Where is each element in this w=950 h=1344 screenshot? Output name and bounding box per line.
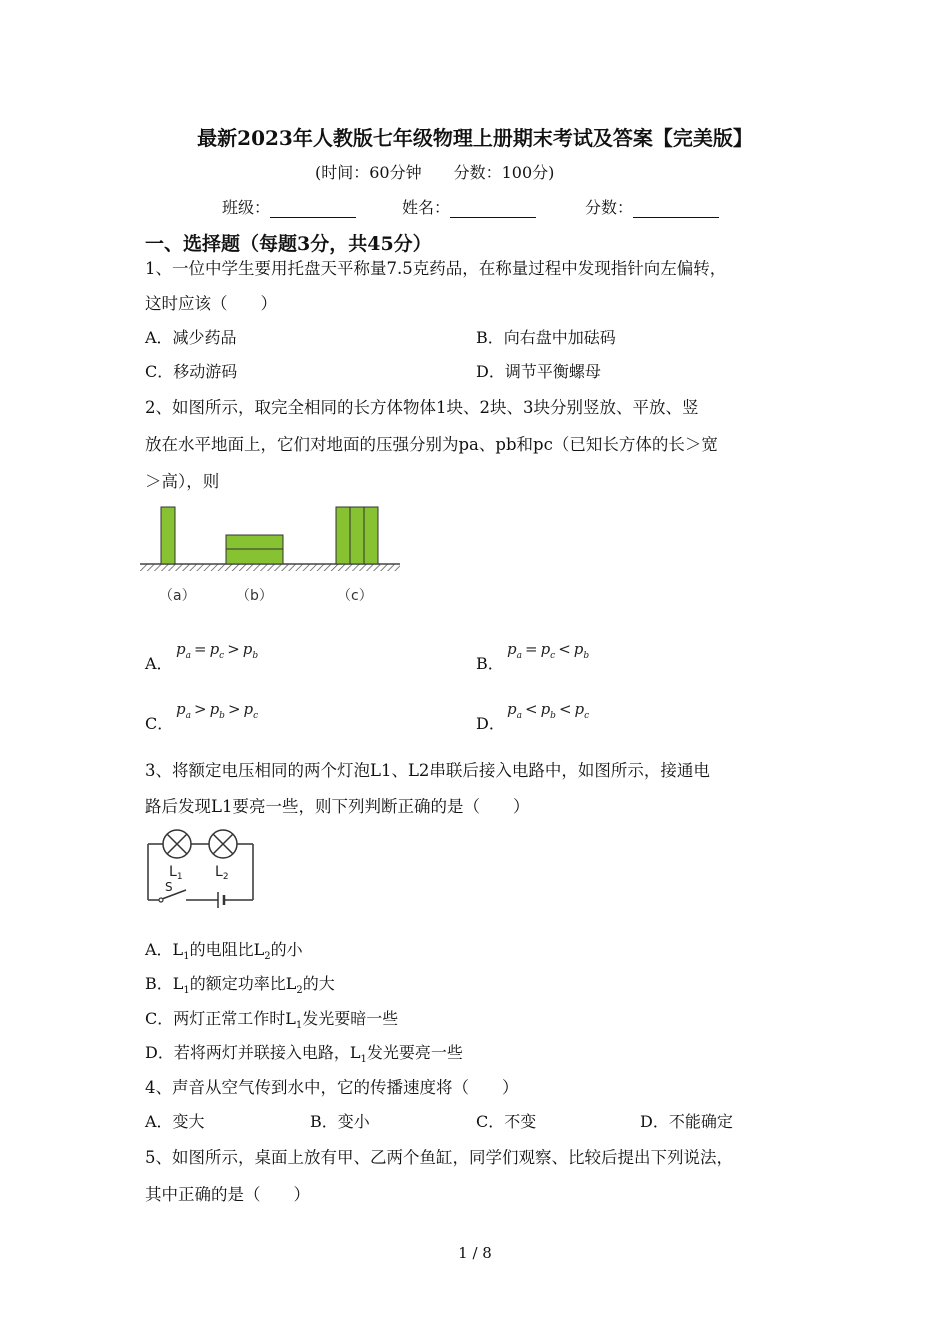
q2-option-a-formula: $p_a = p_c > p_b$ xyxy=(176,640,259,661)
q4-stem: 4、声音从空气传到水中，它的传播速度将（ ） xyxy=(145,1078,519,1097)
class-field xyxy=(222,195,356,218)
q2-option-c[interactable]: C． xyxy=(145,714,174,733)
ground-hatch xyxy=(140,564,400,571)
q3-circuit-diagram xyxy=(140,824,260,914)
score-field xyxy=(585,195,719,218)
q2-stem-line1: 2、如图所示，取完全相同的长方体物体1块、2块、3块分别竖放、平放、竖 xyxy=(145,398,699,417)
q1-stem-line1: 1、一位中学生要用托盘天平称量7.5克药品，在称量过程中发现指针向左偏转， xyxy=(145,259,727,278)
exam-meta: (时间：60分钟 分数：100分) xyxy=(315,163,555,182)
fig-label-a: （a） xyxy=(159,588,196,604)
q2-stem-line3: ＞高），则 xyxy=(145,472,220,491)
q3-stem-line1: 3、将额定电压相同的两个灯泡L1、L2串联后接入电路中，如图所示，接通电 xyxy=(145,761,710,780)
q2-option-a[interactable]: A． xyxy=(145,654,173,673)
score-label: 分数： xyxy=(585,198,634,217)
block-b-bottom xyxy=(226,535,283,549)
page-title: 最新2023年人教版七年级物理上册期末考试及答案【完美版】 xyxy=(197,126,753,150)
q2-option-c-formula: $p_a > p_b > p_c$ xyxy=(176,700,259,721)
q2-blocks-figure xyxy=(140,500,405,610)
q2-option-b-formula: $p_a = p_c < p_b$ xyxy=(507,640,590,661)
label-l2: $L_2$ xyxy=(215,864,229,882)
q2-option-d-formula: $p_a < p_b < p_c$ xyxy=(507,700,590,721)
lamp-l2 xyxy=(209,830,237,858)
lamp-l1 xyxy=(163,830,191,858)
q1-option-d[interactable]: D．调节平衡螺母 xyxy=(476,362,601,381)
fig-label-c: （c） xyxy=(337,588,373,604)
label-switch: S xyxy=(165,880,173,894)
q1-stem-line2: 这时应该（ ） xyxy=(145,294,277,313)
block-c-3 xyxy=(364,507,378,564)
q4-option-d[interactable]: D．不能确定 xyxy=(640,1112,733,1131)
q2-option-b[interactable]: B． xyxy=(476,654,504,673)
name-field xyxy=(402,195,536,218)
q1-option-b[interactable]: B．向右盘中加砝码 xyxy=(476,328,616,347)
q2-option-d[interactable]: D． xyxy=(476,714,505,733)
class-blank[interactable] xyxy=(270,199,356,218)
block-c-2 xyxy=(350,507,364,564)
q4-option-c[interactable]: C．不变 xyxy=(476,1112,537,1131)
class-label: 班级： xyxy=(222,198,271,217)
name-blank[interactable] xyxy=(450,199,536,218)
q5-stem-line1: 5、如图所示，桌面上放有甲、乙两个鱼缸，同学们观察、比较后提出下列说法， xyxy=(145,1148,733,1167)
label-l1: $L_1$ xyxy=(169,864,183,882)
q5-stem-line2: 其中正确的是（ ） xyxy=(145,1185,310,1204)
q3-option-b[interactable]: B．$L_1$的额定功率比$L_2$的大 xyxy=(145,974,335,997)
section-heading: 一、选择题（每题3分，共45分） xyxy=(145,233,432,255)
q3-option-a[interactable]: A．$L_1$的电阻比$L_2$的小 xyxy=(145,940,303,963)
score-blank[interactable] xyxy=(633,199,719,218)
q1-option-c[interactable]: C．移动游码 xyxy=(145,362,238,381)
name-label: 姓名： xyxy=(402,198,451,217)
page-number: 1 / 8 xyxy=(458,1244,492,1262)
q3-option-d[interactable]: D．若将两灯并联接入电路，$L_1$发光要亮一些 xyxy=(145,1043,463,1066)
q4-option-b[interactable]: B．变小 xyxy=(310,1112,370,1131)
q3-stem-line2: 路后发现L1要亮一些，则下列判断正确的是（ ） xyxy=(145,797,530,816)
block-c-1 xyxy=(336,507,350,564)
q3-option-c[interactable]: C．两灯正常工作时$L_1$发光要暗一些 xyxy=(145,1009,399,1032)
switch-contact xyxy=(159,898,163,902)
block-a-vertical xyxy=(161,507,175,564)
q2-stem-line2: 放在水平地面上，它们对地面的压强分别为pa、pb和pc（已知长方体的长＞宽 xyxy=(145,435,718,454)
fig-label-b: （b） xyxy=(236,588,273,604)
block-b-top xyxy=(226,549,283,564)
q4-option-a[interactable]: A．变大 xyxy=(145,1112,205,1131)
q1-option-a[interactable]: A．减少药品 xyxy=(145,328,237,347)
